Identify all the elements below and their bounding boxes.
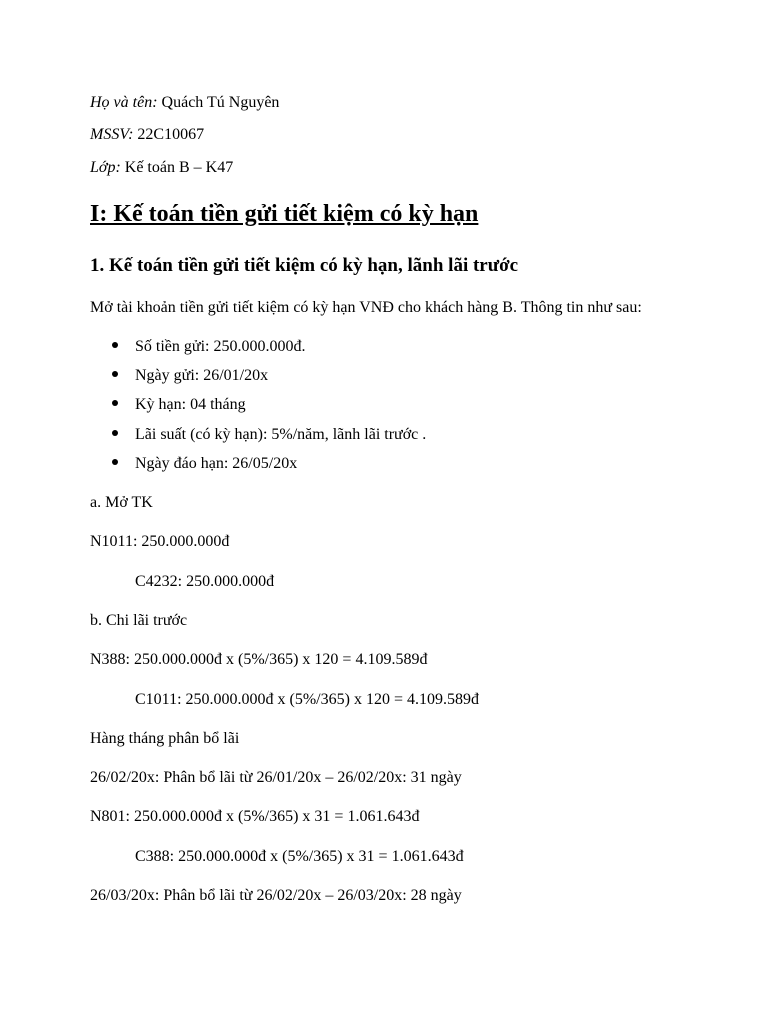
entry-debit: N388: 250.000.000đ x (5%/365) x 120 = 4.109.589đ bbox=[90, 651, 428, 668]
bullet-dot-icon bbox=[112, 342, 118, 348]
student-id-value: 22C10067 bbox=[133, 126, 205, 143]
bullet-item bbox=[112, 366, 268, 386]
bullet-dot-icon bbox=[112, 430, 118, 436]
student-id-line bbox=[90, 125, 204, 145]
section-a-title: a. Mở TK bbox=[90, 494, 153, 511]
entry-credit: C388: 250.000.000đ x (5%/365) x 31 = 1.061.643đ bbox=[135, 848, 464, 865]
bullet-dot-icon bbox=[112, 459, 118, 465]
bullet-text: Số tiền gửi: 250.000.000đ. bbox=[135, 338, 306, 355]
intro-paragraph: Mở tài khoản tiền gửi tiết kiệm có kỳ hạn VNĐ cho khách hàng B. Thông tin như sau: bbox=[90, 299, 642, 316]
bullet-dot-icon bbox=[112, 400, 118, 406]
section-heading: I: Kế toán tiền gửi tiết kiệm có kỳ hạn bbox=[90, 201, 479, 227]
allocation-period: 26/02/20x: Phân bổ lãi từ 26/01/20x – 26/02/20x: 31 ngày bbox=[90, 769, 462, 786]
monthly-allocation-title: Hàng tháng phân bổ lãi bbox=[90, 730, 240, 747]
class-line bbox=[90, 158, 233, 178]
bullet-dot-icon bbox=[112, 371, 118, 377]
subsection-heading: 1. Kế toán tiền gửi tiết kiệm có kỳ hạn, lãnh lãi trước bbox=[90, 255, 519, 276]
student-name-label: Họ và tên: bbox=[90, 94, 158, 111]
bullet-item bbox=[112, 454, 297, 474]
section-b-title: b. Chi lãi trước bbox=[90, 612, 188, 629]
bullet-item bbox=[112, 425, 426, 445]
bullet-text: Ngày gửi: 26/01/20x bbox=[135, 367, 269, 384]
student-name-value: Quách Tú Nguyên bbox=[157, 94, 280, 111]
bullet-item bbox=[112, 337, 305, 357]
class-label: Lớp: bbox=[90, 159, 121, 176]
class-value: Kế toán B – K47 bbox=[120, 159, 234, 176]
entry-debit: N1011: 250.000.000đ bbox=[90, 533, 230, 550]
allocation-period: 26/03/20x: Phân bổ lãi từ 26/02/20x – 26/03/20x: 28 ngày bbox=[90, 887, 462, 904]
bullet-text: Kỳ hạn: 04 tháng bbox=[135, 396, 246, 413]
bullet-item bbox=[112, 395, 246, 415]
bullet-text: Lãi suất (có kỳ hạn): 5%/năm, lãnh lãi trước . bbox=[135, 426, 427, 443]
bullet-text: Ngày đáo hạn: 26/05/20x bbox=[135, 455, 298, 472]
entry-credit: C1011: 250.000.000đ x (5%/365) x 120 = 4.109.589đ bbox=[135, 691, 479, 708]
student-id-label: MSSV: bbox=[90, 126, 134, 143]
entry-credit: C4232: 250.000.000đ bbox=[135, 573, 275, 590]
entry-debit: N801: 250.000.000đ x (5%/365) x 31 = 1.061.643đ bbox=[90, 808, 420, 825]
student-name-line bbox=[90, 93, 279, 113]
